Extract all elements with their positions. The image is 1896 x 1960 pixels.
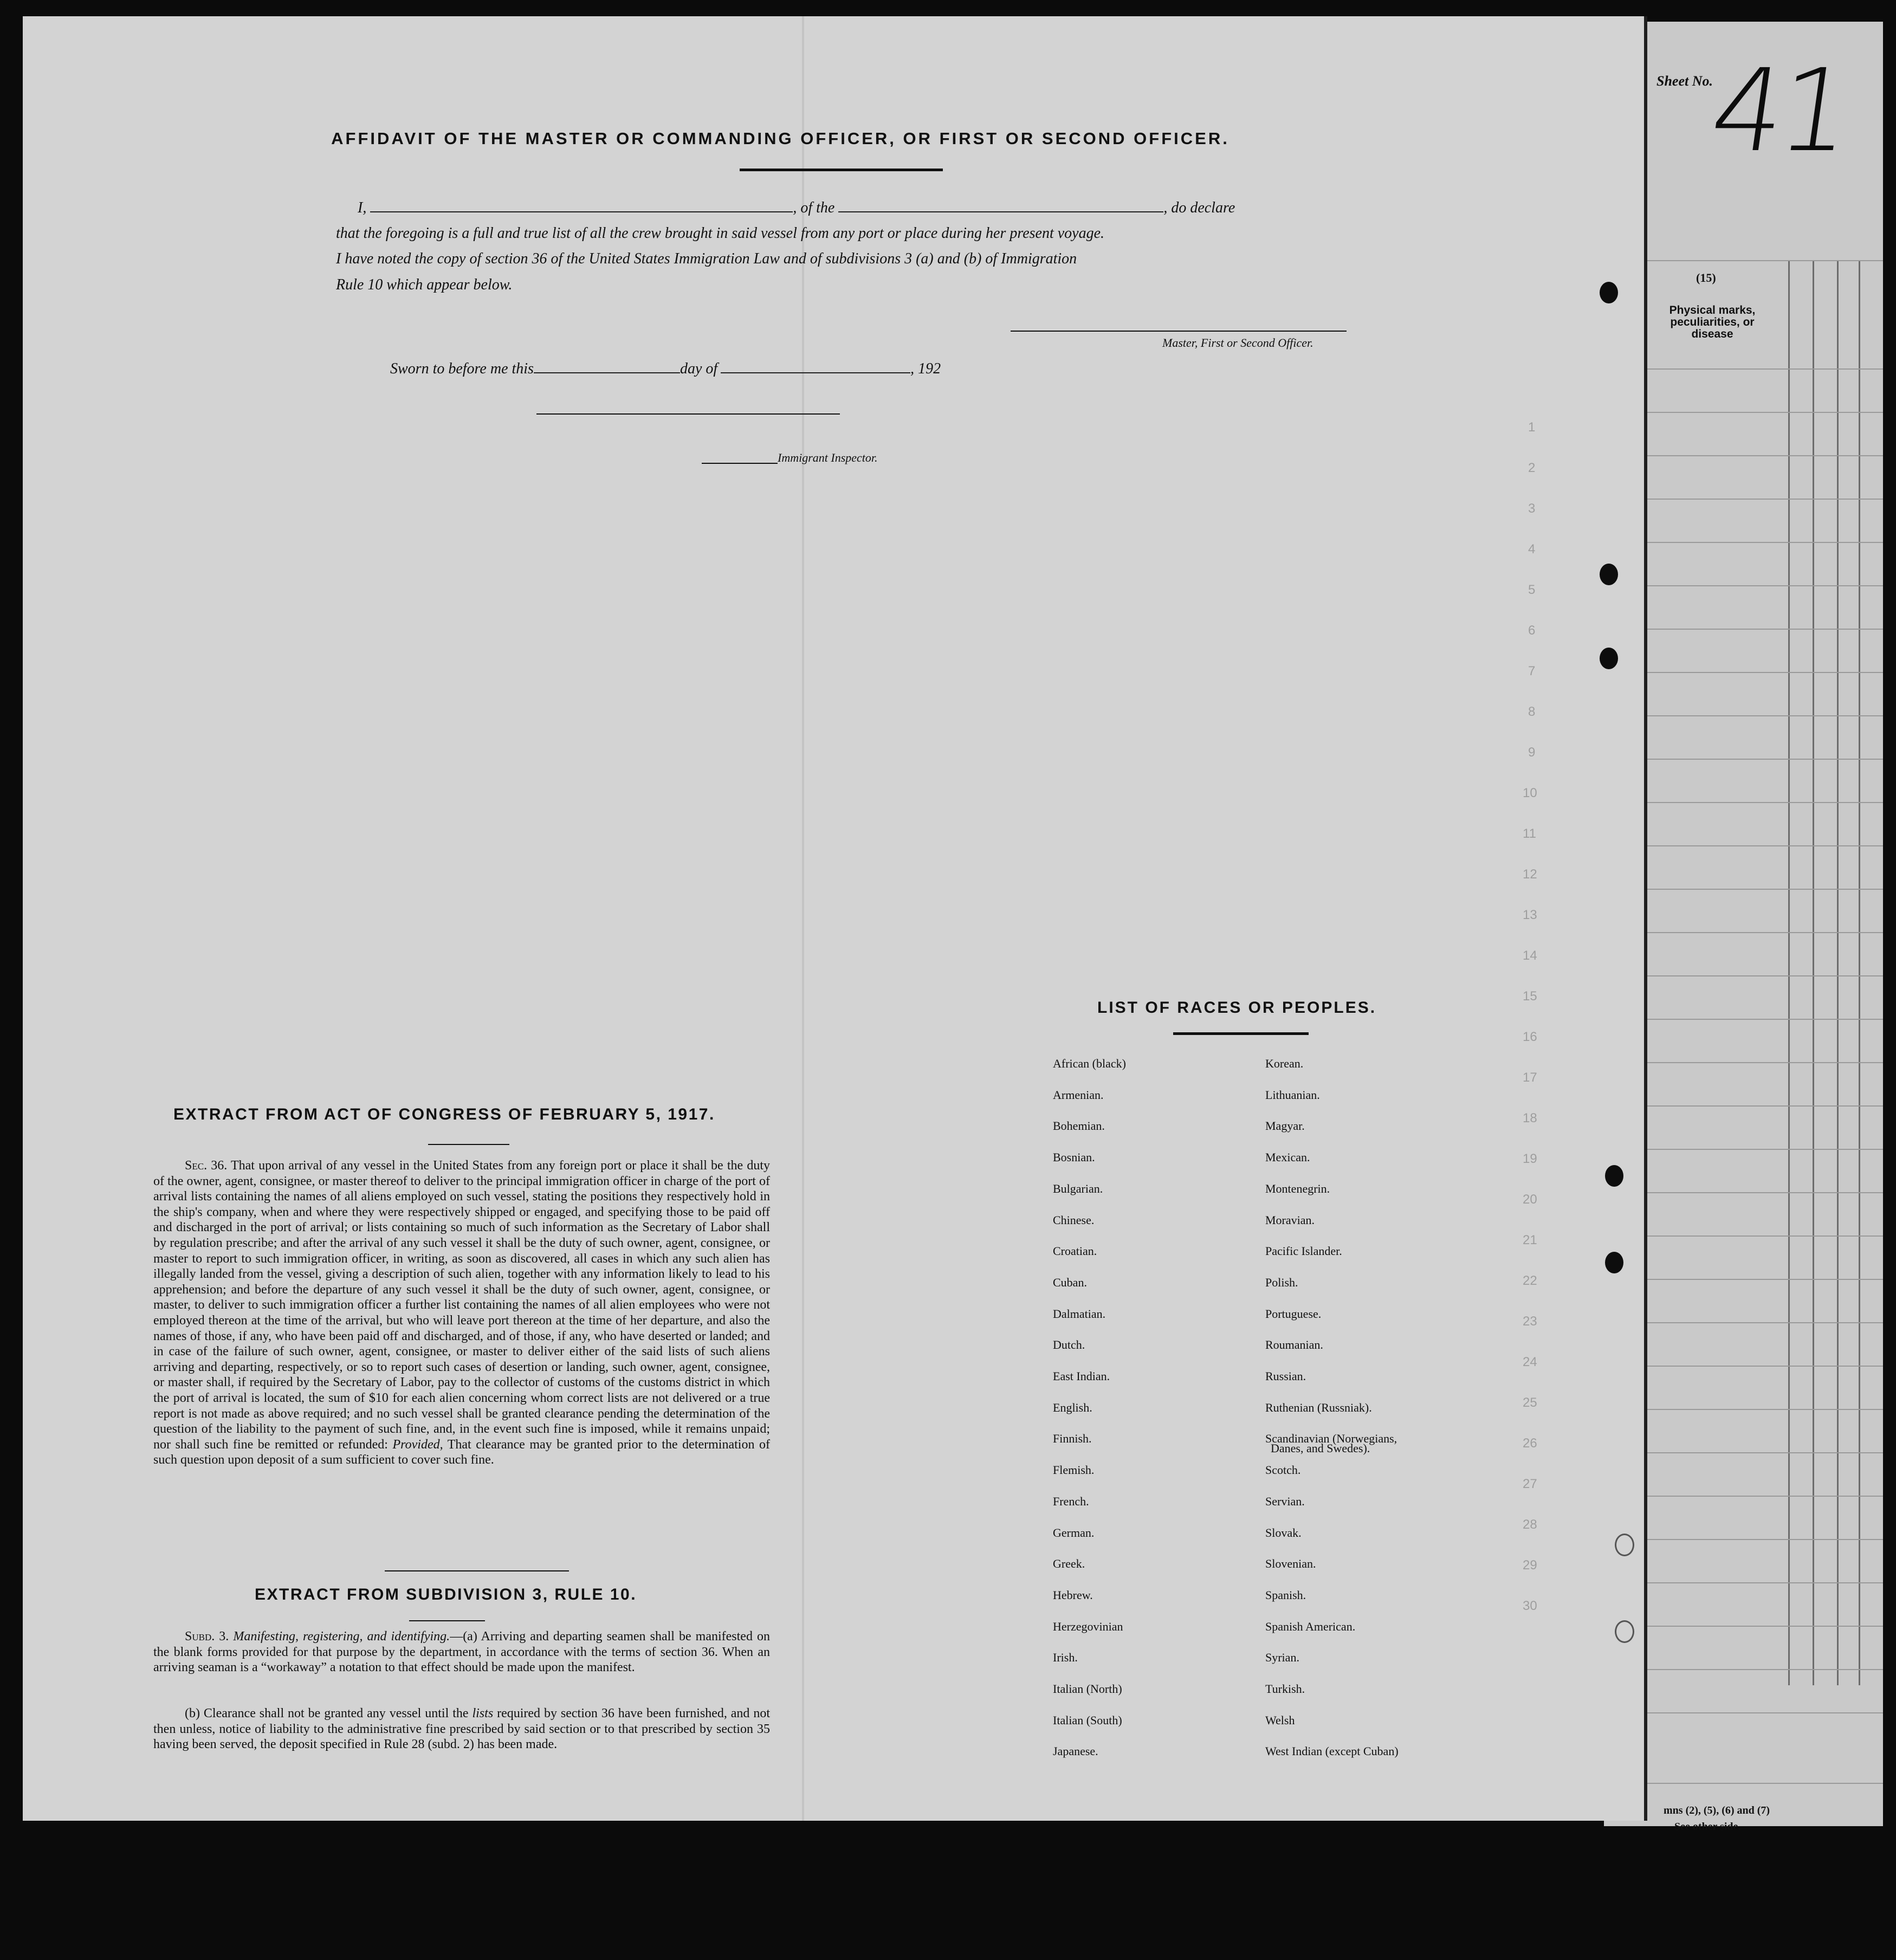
race-item: Moravian. [1265,1213,1315,1227]
race-item: African (black) [1053,1057,1126,1070]
year-label: , 192 [910,360,941,377]
race-item: Bohemian. [1053,1119,1105,1133]
punch-hole [1605,1165,1623,1187]
race-item: Bulgarian. [1053,1182,1103,1195]
race-item: Croatian. [1053,1244,1097,1258]
affidavit-title: AFFIDAVIT OF THE MASTER OR COMMANDING OFFICER, OR FIRST OR SECOND OFFICER. [331,129,1230,148]
sworn-day-field[interactable] [534,372,680,373]
race-item: Welsh [1265,1713,1295,1727]
race-item: Syrian. [1265,1651,1299,1664]
race-item: English. [1053,1401,1092,1414]
sworn-label: Sworn to before me this [390,360,534,377]
master-signature-line[interactable] [1011,331,1347,332]
back-sheet [1604,22,1883,1833]
of-the-label: , of the [793,199,835,216]
race-item: Montenegrin. [1265,1182,1330,1195]
race-item: Cuban. [1053,1276,1087,1289]
race-item: Chinese. [1053,1213,1095,1227]
extract-rule-divider [409,1620,485,1621]
inspector-signature-line[interactable] [536,413,840,415]
race-item: Pacific Islander. [1265,1244,1342,1258]
day-of-label: day of [680,360,718,377]
race-item: Spanish American. [1265,1620,1356,1633]
inspector-lead-line [702,463,778,464]
section-36-label: Sec. 36. [185,1159,228,1173]
extract-act-end-rule [385,1570,569,1571]
rule-10-a-text [153,1629,770,1676]
race-item: Korean. [1265,1057,1304,1070]
provided-text: That clearance may be granted prior to the determination of such question upon deposit of a sum sufficient to cover such fine. [153,1437,770,1467]
race-item: Armenian. [1053,1088,1104,1102]
race-item: Herzegovinian [1053,1620,1123,1633]
rule-10-b-text [153,1706,770,1752]
b-text-post: required by section 36 have been furnished, and not then unless, notice of liability to the administrative fine prescribed by said section or to that prescribed by section 35 having been served, the deposit specified in Rule 28 (subd. 2) has been made. [153,1706,771,1752]
b-text-pre: Clearance shall not be granted any vessel until the [203,1706,469,1720]
race-item: Italian (South) [1053,1713,1122,1727]
race-item: East Indian. [1053,1369,1110,1383]
footer-line1: mns (2), (5), (6) and (7) [1664,1804,1770,1816]
provided-label: Provided, [392,1437,443,1452]
race-item: Japanese. [1053,1744,1098,1758]
race-item: Turkish. [1265,1682,1305,1696]
race-item: West Indian (except Cuban) [1265,1744,1399,1758]
race-item: Scotch. [1265,1463,1301,1477]
sworn-month-field[interactable] [721,372,910,373]
extract-act-title: EXTRACT FROM ACT OF CONGRESS OF FEBRUARY 5, 1917. [173,1105,715,1123]
footer-line2: See other side. [1674,1821,1741,1833]
race-item: Servian. [1265,1495,1305,1508]
race-item: Slovak. [1265,1526,1302,1539]
race-scandinavian-continuation: Danes, and Swedes). [1271,1441,1370,1455]
race-item: Finnish. [1053,1432,1092,1445]
race-item: French. [1053,1495,1089,1508]
i-label: I, [358,199,367,216]
race-item: Portuguese. [1265,1307,1322,1321]
race-item: Spanish. [1265,1588,1306,1602]
affidavit-body-1: that the foregoing is a full and true list of all the crew brought in said vessel from any port or place during her present voyage. [336,225,1105,242]
vessel-field[interactable] [838,211,1163,212]
sheet-label: Sheet No. [1656,73,1713,89]
race-item: Greek. [1053,1557,1085,1570]
races-title-underline [1173,1032,1309,1035]
b-label: (b) [185,1706,200,1720]
master-caption: Master, First or Second Officer. [1162,336,1313,350]
race-item: Slovenian. [1265,1557,1316,1570]
race-item: Mexican. [1265,1150,1310,1164]
race-item: Magyar. [1265,1119,1305,1133]
punch-hole [1605,1252,1623,1273]
name-field[interactable] [370,211,793,212]
title-underline [740,169,943,171]
punch-hole [1600,282,1618,303]
column-number: (15) [1696,271,1716,284]
race-item: Italian (North) [1053,1682,1122,1696]
sworn-line [390,360,941,378]
race-item: Irish. [1053,1651,1078,1664]
inspector-caption: Immigrant Inspector. [778,451,878,464]
race-item: Russian. [1265,1369,1306,1383]
race-item: Hebrew. [1053,1588,1093,1602]
race-item: Dutch. [1053,1338,1085,1351]
races-title: LIST OF RACES OR PEOPLES. [1097,999,1377,1017]
punch-hole [1600,648,1618,669]
sheet-number: 41 [1703,44,1856,177]
affidavit-body-2: I have noted the copy of section 36 of the United States Immigration Law and of subdivisions 3 (a) and (b) of Immigration [336,250,1077,267]
race-item: Lithuanian. [1265,1088,1320,1102]
race-item: Flemish. [1053,1463,1095,1477]
column-header: Physical marks, peculiarities, or disease [1669,304,1756,340]
b-lists: lists [472,1706,494,1720]
race-item: Polish. [1265,1276,1298,1289]
subd-label: Subd. 3. [185,1629,229,1644]
race-item: Bosnian. [1053,1150,1095,1164]
fold-line [802,16,804,1821]
race-item: Ruthenian (Russniak). [1265,1401,1372,1414]
section-36-text [153,1158,770,1468]
a-label: —(a) [450,1629,477,1644]
punch-hole [1615,1534,1634,1556]
punch-hole [1600,564,1618,585]
extract-act-divider [428,1144,509,1145]
affidavit-body-3: Rule 10 which appear below. [336,276,513,293]
race-item: Dalmatian. [1053,1307,1106,1321]
declare-label: , do declare [1163,199,1235,216]
race-item: Scandinavian (Norwegians, [1265,1432,1397,1445]
section-36-body: That upon arrival of any vessel in the United States from any foreign port or place it shall be the duty of the owner, agent, consignee, or master thereof to deliver to the principal immigration officer in charge of the port of arrival lists containing the names of all aliens employed on such vessel, stating the positions they respectively hold in the ship's company, when and where they were respectively shipped or engaged, and specifying those to be paid off and discharged in the port of arrival; or lists containing so much of such information as the Secretary of Labor shall by regulation prescribe; and after the arrival of any such vessel it shall be the duty of such owner, agent, consignee, or master to report to such immigration officer, in writing, as soon as discovered, all cases in which any such alien has illegally landed from the vessel, giving a description of such alien, together with any information likely to lead to his apprehension; and before the departure of any such vessel it shall be the duty of such owner, agent, consignee, or master, to deliver to such immigration officer a further list containing the names of all alien employees who were not employed thereon at the time of the arrival, but who will leave port thereon at the time of her departure, and also the names of those, if any, who have been paid off and discharged, and of those, if any, who have deserted or landed; and in case of the failure of such owner, agent, consignee, or master to deliver either of the said lists of such aliens arriving and departing, respectively, or so to report such cases of desertion or landing, such owner, agent, consignee, or master shall, if required by the Secretary of Labor, pay to the collector of customs of the customs district in which the port of arrival is located, the sum of $10 for each alien concerning whom correct lists are not delivered or a true report is not made as above required; and no such vessel shall be granted clearance pending the determination of the question of the liability to the payment of such fine, and, in the event such fine is imposed, while it remains unpaid; nor shall such fine be remitted or refunded: [153,1159,770,1452]
extract-rule-title: EXTRACT FROM SUBDIVISION 3, RULE 10. [255,1586,637,1603]
a-text: Arriving and departing seamen shall be manifested on the blank forms provided for that purpose by the department, in accordance with the terms of section 36. When an arriving seaman is a “workaway” a notation to that effect should be made upon the manifest. [153,1629,770,1675]
declaration-line [358,199,1235,217]
main-sheet [23,16,1644,1821]
punch-hole [1615,1620,1634,1643]
race-item: German. [1053,1526,1095,1539]
subd-heading: Manifesting, registering, and identifying. [233,1629,450,1644]
race-item: Roumanian. [1265,1338,1323,1351]
